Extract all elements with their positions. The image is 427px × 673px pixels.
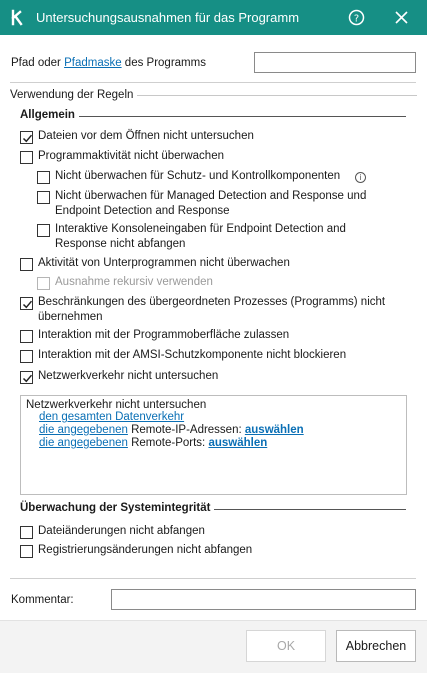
apply-recursive-label xyxy=(55,275,213,290)
select-ports-link[interactable]: auswählen xyxy=(208,437,268,449)
checkbox-label-line: Response nicht abfangen xyxy=(55,238,186,250)
dont-intercept-registry-changes-label xyxy=(38,543,252,558)
network-box-heading: Netzwerkverkehr nicht untersuchen xyxy=(26,399,207,411)
path-input[interactable] xyxy=(254,52,416,73)
dont-monitor-activity-label xyxy=(38,149,224,164)
dont-monitor-activity-checkbox[interactable] xyxy=(20,151,33,164)
dont-monitor-child-checkbox[interactable] xyxy=(20,258,33,271)
path-label xyxy=(11,57,206,69)
all-traffic-link[interactable]: den gesamten Datenverkehr xyxy=(39,411,185,423)
path-label-prefix: Pfad oder xyxy=(11,57,65,69)
select-ip-link[interactable]: auswählen xyxy=(244,424,304,436)
cancel-button[interactable]: Abbrechen xyxy=(336,630,416,662)
dont-block-amsi-label xyxy=(38,348,346,363)
comment-input[interactable] xyxy=(111,589,416,610)
checkbox-label-line: Registrierungsänderungen nicht abfangen xyxy=(38,544,253,556)
integrity-title: Überwachung der Systemintegrität xyxy=(20,502,214,514)
dont-monitor-mdr-edr-label xyxy=(55,189,366,219)
checkbox-label-line: Nicht überwachen für Managed Detection and Response und xyxy=(55,190,367,202)
no-inherit-restrictions-label xyxy=(38,295,385,325)
dont-monitor-protection-checkbox[interactable] xyxy=(37,171,50,184)
ok-button[interactable]: OK xyxy=(246,630,326,662)
dont-block-amsi-checkbox[interactable] xyxy=(20,350,33,363)
divider xyxy=(10,578,416,579)
no-inherit-restrictions-checkbox[interactable] xyxy=(20,297,33,310)
remote-ip-label: Remote-IP-Adressen: xyxy=(127,424,245,436)
svg-text:?: ? xyxy=(353,13,360,25)
apply-recursive-checkbox[interactable] xyxy=(37,277,50,290)
checkbox-label-line: Aktivität von Unterprogrammen nicht überwachen xyxy=(38,257,290,269)
path-label-suffix: des Programms xyxy=(121,57,206,69)
dont-monitor-child-label xyxy=(38,256,290,271)
specified-ports-link[interactable]: die angegebenen xyxy=(39,437,128,449)
checkbox-label-line: Netzwerkverkehr nicht untersuchen xyxy=(38,370,219,382)
checkbox-label-line: Programmaktivität nicht überwachen xyxy=(38,150,224,162)
checkmark-icon xyxy=(22,373,33,384)
checkmark-icon xyxy=(22,299,33,310)
dont-scan-files-label xyxy=(38,129,254,144)
close-icon[interactable] xyxy=(393,9,410,26)
title-bar xyxy=(0,0,427,35)
checkbox-label-line: übernehmen xyxy=(38,311,103,323)
checkbox-label-line: Dateien vor dem Öffnen nicht untersuchen xyxy=(38,130,254,142)
general-title: Allgemein xyxy=(20,109,79,121)
dont-intercept-console-checkbox[interactable] xyxy=(37,224,50,237)
dont-monitor-protection-label xyxy=(55,169,340,184)
allow-ui-interaction-label xyxy=(38,328,289,343)
dont-intercept-console-label xyxy=(55,222,346,252)
rules-group-title: Verwendung der Regeln xyxy=(10,89,137,101)
dont-intercept-file-changes-label xyxy=(38,524,205,539)
checkbox-label-line: Beschränkungen des übergeordneten Prozesses (Programms) nicht xyxy=(38,296,386,308)
specified-ip-link[interactable]: die angegebenen xyxy=(39,424,128,436)
divider xyxy=(10,82,416,83)
comment-label: Kommentar: xyxy=(11,594,74,606)
checkbox-label-line: Endpoint Detection and Response xyxy=(55,205,230,217)
checkbox-label-line: Ausnahme rekursiv verwenden xyxy=(55,276,213,288)
dont-intercept-file-changes-checkbox[interactable] xyxy=(20,526,33,539)
dont-scan-network-label xyxy=(38,369,218,384)
dont-monitor-mdr-edr-checkbox[interactable] xyxy=(37,191,50,204)
checkbox-label-line: Interaktion mit der Programmoberfläche zulassen xyxy=(38,329,290,341)
checkbox-label-line: Interaktion mit der AMSI-Schutzkomponente nicht blockieren xyxy=(38,349,347,361)
dont-scan-files-checkbox[interactable] xyxy=(20,131,33,144)
network-traffic-box xyxy=(20,395,407,495)
checkbox-label-line: Interaktive Konsoleneingaben für Endpoint Detection and xyxy=(55,223,346,235)
path-mask-link[interactable]: Pfadmaske xyxy=(64,57,122,69)
dont-intercept-registry-changes-checkbox[interactable] xyxy=(20,545,33,558)
checkbox-label-line: Nicht überwachen für Schutz- und Kontrollkomponenten xyxy=(55,170,341,182)
remote-ports-label: Remote-Ports: xyxy=(127,437,209,449)
checkmark-icon xyxy=(22,133,33,144)
kaspersky-k-icon xyxy=(9,9,26,26)
help-icon[interactable] xyxy=(348,9,365,26)
allow-ui-interaction-checkbox[interactable] xyxy=(20,330,33,343)
checkbox-label-line: Dateiänderungen nicht abfangen xyxy=(38,525,205,537)
info-icon[interactable]: i xyxy=(355,172,366,183)
dont-scan-network-checkbox[interactable] xyxy=(20,371,33,384)
window-title: Untersuchungsausnahmen für das Programm xyxy=(36,10,300,25)
